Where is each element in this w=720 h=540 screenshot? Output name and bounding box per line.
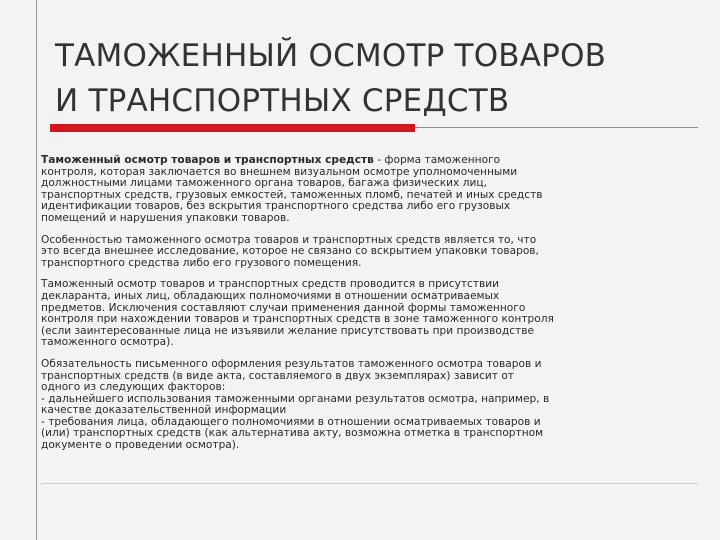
paragraph-line: Таможенный осмотр товаров и транспортных средств проводится в присутствии [41, 278, 500, 291]
paragraph-line: таможенного осмотра). [41, 336, 174, 349]
paragraph-line: - требования лица, обладающего полномочиями в отношении осматриваемых товаров и [41, 415, 541, 428]
paragraph-line: контроля, которая заключается во внешнем визуальном осмотре уполномоченными [41, 165, 518, 178]
paragraph-line: одного из следующих факторов: [41, 381, 226, 394]
left-vertical-rule [36, 0, 37, 540]
paragraph-line: идентификации товаров, без вскрытия транспортного средства либо его грузовых [41, 200, 511, 213]
title-accent-bar [50, 124, 415, 132]
paragraph-line: - дальнейшего использования таможенными органами результатов осмотра, например, в [41, 392, 550, 405]
paragraph-presence [41, 279, 675, 349]
slide-title-line-1: ТАМОЖЕННЫЙ ОСМОТР ТОВАРОВ [55, 38, 607, 74]
paragraph-line: транспортных средств, грузовых емкостей, таможенных пломб, печатей и иных средств [41, 188, 543, 201]
paragraph-line: должностными лицами таможенного органа товаров, багажа физических лиц, [41, 177, 487, 190]
paragraph-line: качестве доказательственной информации [41, 404, 287, 417]
paragraph-documentation [41, 359, 675, 452]
paragraph-line: контроля при нахождении товаров и транспортных средств в зоне таможенного контроля [41, 313, 554, 326]
paragraph-definition [41, 155, 675, 225]
definition-text: - форма таможенного [373, 154, 501, 166]
paragraph-line: (если заинтересованные лица не изъявили желание присутствовать при производстве [41, 324, 534, 337]
paragraph-line [41, 155, 675, 167]
slide-body [41, 155, 675, 462]
paragraph-line: предметов. Исключения составляют случаи применения данной формы таможенного [41, 301, 526, 314]
paragraph-feature [41, 235, 675, 270]
paragraph-line: транспортных средств (в виде акта, составляемого в двух экземплярах) зависит от [41, 369, 514, 382]
slide-title-line-2: И ТРАНСПОРТНЫХ СРЕДСТВ [55, 83, 510, 119]
bottom-divider-line [41, 483, 698, 484]
paragraph-line: Особенностью таможенного осмотра товаров и транспортных средств является то, что [41, 233, 537, 246]
paragraph-line: помещений и нарушения упаковки товаров. [41, 211, 290, 224]
paragraph-line: Обязательность письменного оформления результатов таможенного осмотра товаров и [41, 357, 542, 370]
paragraph-line: это всегда внешнее исследование, которое не связано со вскрытием упаковки товаров, [41, 245, 539, 258]
paragraph-line: декларанта, иных лиц, обладающих полномочиями в отношении осматриваемых [41, 289, 500, 302]
paragraph-line: (или) транспортных средств (как альтернатива акту, возможна отметка в транспортном [41, 427, 544, 440]
paragraph-line: документе о проведении осмотра). [41, 439, 240, 452]
definition-term: Таможенный осмотр товаров и транспортных средств [41, 154, 374, 166]
paragraph-line: транспортного средства либо его грузового помещения. [41, 256, 362, 269]
slide-title [55, 34, 695, 124]
